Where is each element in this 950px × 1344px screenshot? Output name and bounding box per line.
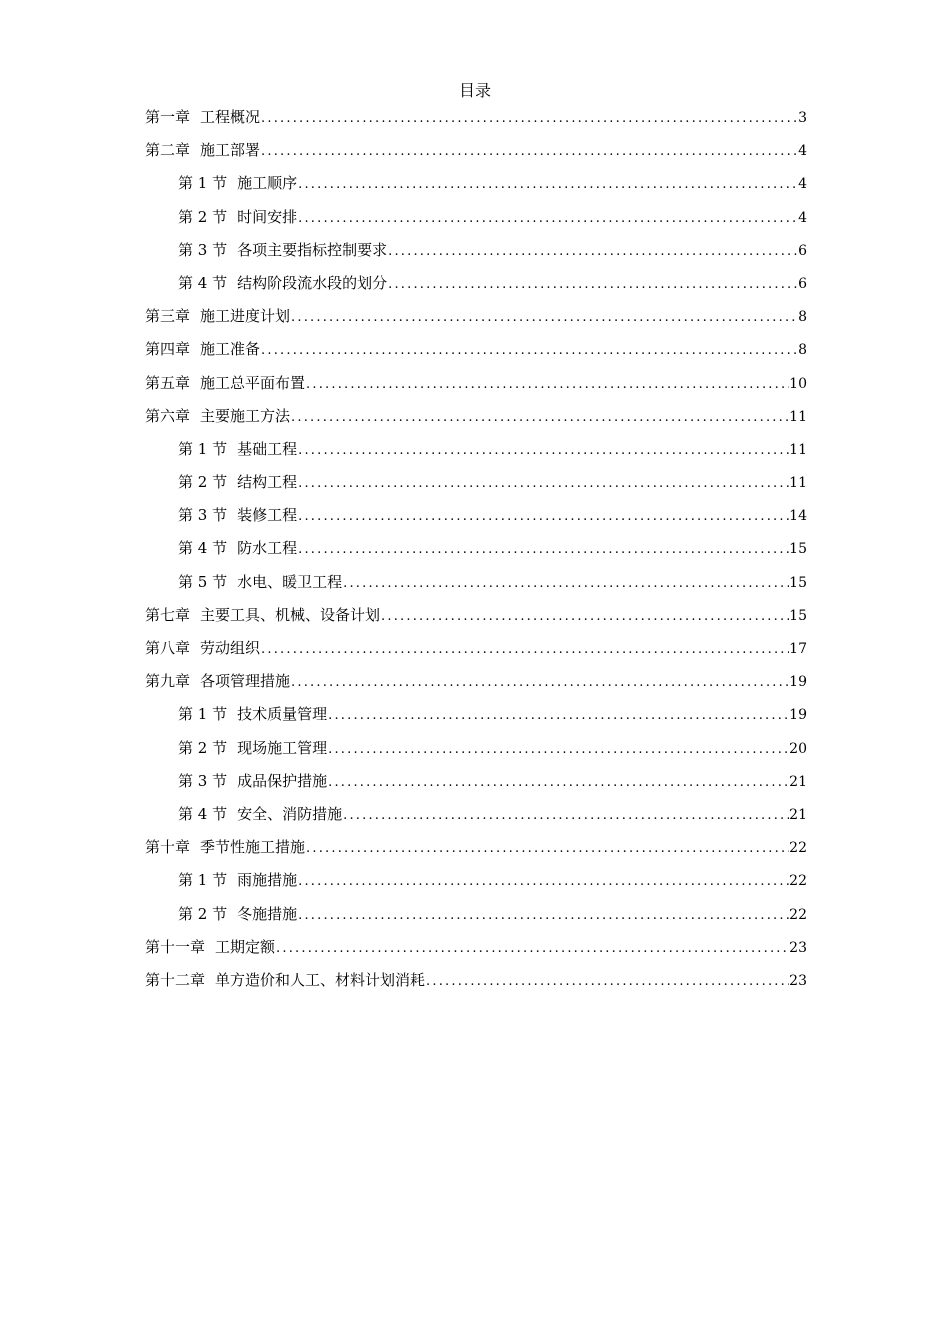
toc-entry-number: 第 1 节: [178, 439, 228, 458]
toc-page-number: 3: [798, 110, 807, 126]
toc-entry-label: 施工总平面布置: [200, 373, 306, 392]
toc-section-entry[interactable]: [145, 502, 807, 535]
toc-entry-number: 第十章: [145, 838, 191, 857]
toc-dot-leader: [260, 139, 798, 165]
toc-section-entry[interactable]: [145, 901, 807, 934]
toc-entry-label: 成品保护措施: [237, 771, 328, 790]
toc-page-number: 19: [789, 674, 807, 691]
toc-entry-number: 第 3 节: [178, 506, 228, 525]
toc-page-number: 14: [789, 508, 807, 525]
toc-chapter-entry[interactable]: [145, 668, 807, 701]
toc-page-number: 8: [798, 342, 807, 359]
toc-dot-leader: [297, 537, 789, 563]
toc-page-number: 15: [789, 574, 807, 591]
toc-entry-number: 第十二章: [145, 970, 206, 989]
toc-section-entry[interactable]: [145, 701, 807, 734]
toc-entry-label: 雨施措施: [237, 871, 298, 890]
toc-entry-number: 第 2 节: [178, 904, 228, 923]
toc-dot-leader: [327, 703, 789, 729]
toc-entry-number: 第 1 节: [178, 705, 228, 724]
toc-section-entry[interactable]: [145, 270, 807, 303]
toc-entry-number: 第 4 节: [178, 804, 228, 823]
toc-entry-number: 第六章: [145, 406, 191, 425]
toc-dot-leader: [290, 405, 789, 431]
toc-dot-leader: [290, 305, 798, 331]
toc-page-number: 20: [789, 740, 807, 757]
table-of-contents: [145, 104, 807, 1000]
toc-page-number: 21: [789, 773, 807, 790]
toc-dot-leader: [290, 670, 789, 696]
toc-dot-leader: [297, 172, 798, 198]
toc-page-number: 23: [789, 939, 807, 956]
toc-page-number: 22: [789, 840, 807, 857]
toc-entry-number: 第 3 节: [178, 771, 228, 790]
toc-chapter-entry[interactable]: [145, 137, 807, 170]
toc-dot-leader: [260, 637, 789, 663]
toc-chapter-entry[interactable]: [145, 104, 807, 137]
toc-entry-label: 装修工程: [237, 506, 298, 525]
toc-dot-leader: [297, 471, 789, 497]
toc-entry-label: 技术质量管理: [237, 705, 328, 724]
toc-entry-number: 第三章: [145, 307, 191, 326]
toc-dot-leader: [260, 338, 798, 364]
toc-entry-number: 第 4 节: [178, 273, 228, 292]
toc-section-entry[interactable]: [145, 436, 807, 469]
toc-dot-leader: [297, 206, 798, 232]
toc-entry-label: 时间安排: [237, 207, 298, 226]
toc-entry-number: 第 2 节: [178, 473, 228, 492]
toc-dot-leader: [342, 571, 789, 597]
toc-entry-label: 结构阶段流水段的划分: [237, 273, 388, 292]
toc-dot-leader: [327, 737, 789, 763]
toc-chapter-entry[interactable]: [145, 370, 807, 403]
toc-chapter-entry[interactable]: [145, 834, 807, 867]
toc-dot-leader: [297, 438, 789, 464]
toc-dot-leader: [305, 372, 789, 398]
toc-section-entry[interactable]: [145, 867, 807, 900]
toc-entry-number: 第七章: [145, 605, 191, 624]
toc-page-number: 17: [789, 641, 807, 657]
toc-entry-label: 现场施工管理: [237, 738, 328, 757]
toc-page-number: 10: [789, 375, 807, 392]
toc-entry-number: 第 4 节: [178, 539, 228, 558]
toc-entry-label: 单方造价和人工、材料计划消耗: [215, 970, 426, 989]
toc-entry-label: 冬施措施: [237, 904, 298, 923]
toc-entry-number: 第 2 节: [178, 207, 228, 226]
toc-dot-leader: [387, 239, 798, 265]
toc-entry-number: 第十一章: [145, 937, 206, 956]
toc-entry-label: 结构工程: [237, 473, 298, 492]
toc-dot-leader: [297, 869, 789, 895]
toc-entry-label: 季节性施工措施: [200, 838, 306, 857]
toc-chapter-entry[interactable]: [145, 336, 807, 369]
toc-page-number: 11: [789, 441, 807, 458]
toc-dot-leader: [260, 106, 798, 132]
toc-section-entry[interactable]: [145, 535, 807, 568]
toc-dot-leader: [425, 969, 789, 995]
toc-entry-label: 工期定额: [215, 937, 276, 956]
toc-entry-number: 第 2 节: [178, 738, 228, 757]
toc-chapter-entry[interactable]: [145, 635, 807, 668]
toc-page-number: 6: [798, 275, 807, 292]
toc-entry-label: 施工进度计划: [200, 307, 291, 326]
toc-entry-number: 第五章: [145, 373, 191, 392]
toc-chapter-entry[interactable]: [145, 303, 807, 336]
toc-dot-leader: [297, 903, 789, 929]
toc-page-number: 22: [789, 873, 807, 890]
toc-entry-label: 主要工具、机械、设备计划: [200, 605, 381, 624]
toc-dot-leader: [380, 604, 789, 630]
toc-page-number: 11: [789, 408, 807, 425]
toc-entry-number: 第 3 节: [178, 240, 228, 259]
toc-entry-label: 工程概况: [200, 108, 261, 126]
toc-page-number: 23: [789, 972, 807, 989]
toc-dot-leader: [327, 770, 789, 796]
toc-entry-label: 主要施工方法: [200, 406, 291, 425]
toc-entry-number: 第四章: [145, 340, 191, 359]
toc-entry-label: 劳动组织: [200, 639, 261, 657]
toc-section-entry[interactable]: [145, 170, 807, 203]
toc-entry-label: 施工顺序: [237, 174, 298, 193]
toc-entry-label: 施工准备: [200, 340, 261, 359]
toc-entry-number: 第二章: [145, 141, 191, 160]
toc-page-number: 4: [798, 143, 807, 160]
toc-page-number: 11: [789, 475, 807, 492]
toc-page-number: 4: [798, 176, 807, 193]
toc-page-number: 19: [789, 707, 807, 724]
toc-page-number: 6: [798, 242, 807, 259]
toc-dot-leader: [297, 504, 789, 530]
toc-dot-leader: [305, 836, 789, 862]
toc-entry-label: 施工部署: [200, 141, 261, 160]
toc-section-entry[interactable]: [145, 237, 807, 270]
toc-chapter-entry[interactable]: [145, 602, 807, 635]
toc-entry-label: 各项主要指标控制要求: [237, 240, 388, 259]
toc-dot-leader: [342, 803, 789, 829]
toc-entry-label: 安全、消防措施: [237, 804, 343, 823]
toc-entry-label: 基础工程: [237, 439, 298, 458]
toc-chapter-entry[interactable]: [145, 934, 807, 967]
toc-entry-number: 第八章: [145, 639, 191, 657]
toc-page-number: 22: [789, 906, 807, 923]
toc-section-entry[interactable]: [145, 204, 807, 237]
toc-section-entry[interactable]: [145, 469, 807, 502]
toc-entry-label: 各项管理措施: [200, 672, 291, 691]
toc-dot-leader: [275, 936, 789, 962]
toc-chapter-entry[interactable]: [145, 967, 807, 1000]
toc-entry-label: 水电、暖卫工程: [237, 572, 343, 591]
toc-page-number: 4: [798, 209, 807, 226]
toc-entry-number: 第 5 节: [178, 572, 228, 591]
toc-chapter-entry[interactable]: [145, 403, 807, 436]
toc-entry-number: 第 1 节: [178, 174, 228, 193]
toc-page-number: 21: [789, 806, 807, 823]
toc-section-entry[interactable]: [145, 735, 807, 768]
toc-page-number: 15: [789, 541, 807, 558]
toc-entry-number: 第九章: [145, 672, 191, 691]
toc-entry-number: 第一章: [145, 108, 191, 126]
toc-page-number: 15: [789, 607, 807, 624]
toc-page-number: 8: [798, 309, 807, 326]
toc-entry-number: 第 1 节: [178, 871, 228, 890]
toc-dot-leader: [387, 272, 798, 298]
toc-section-entry[interactable]: [145, 801, 807, 834]
toc-section-entry[interactable]: [145, 569, 807, 602]
toc-section-entry[interactable]: [145, 768, 807, 801]
toc-entry-label: 防水工程: [237, 539, 298, 558]
toc-title: 目录: [458, 81, 491, 100]
